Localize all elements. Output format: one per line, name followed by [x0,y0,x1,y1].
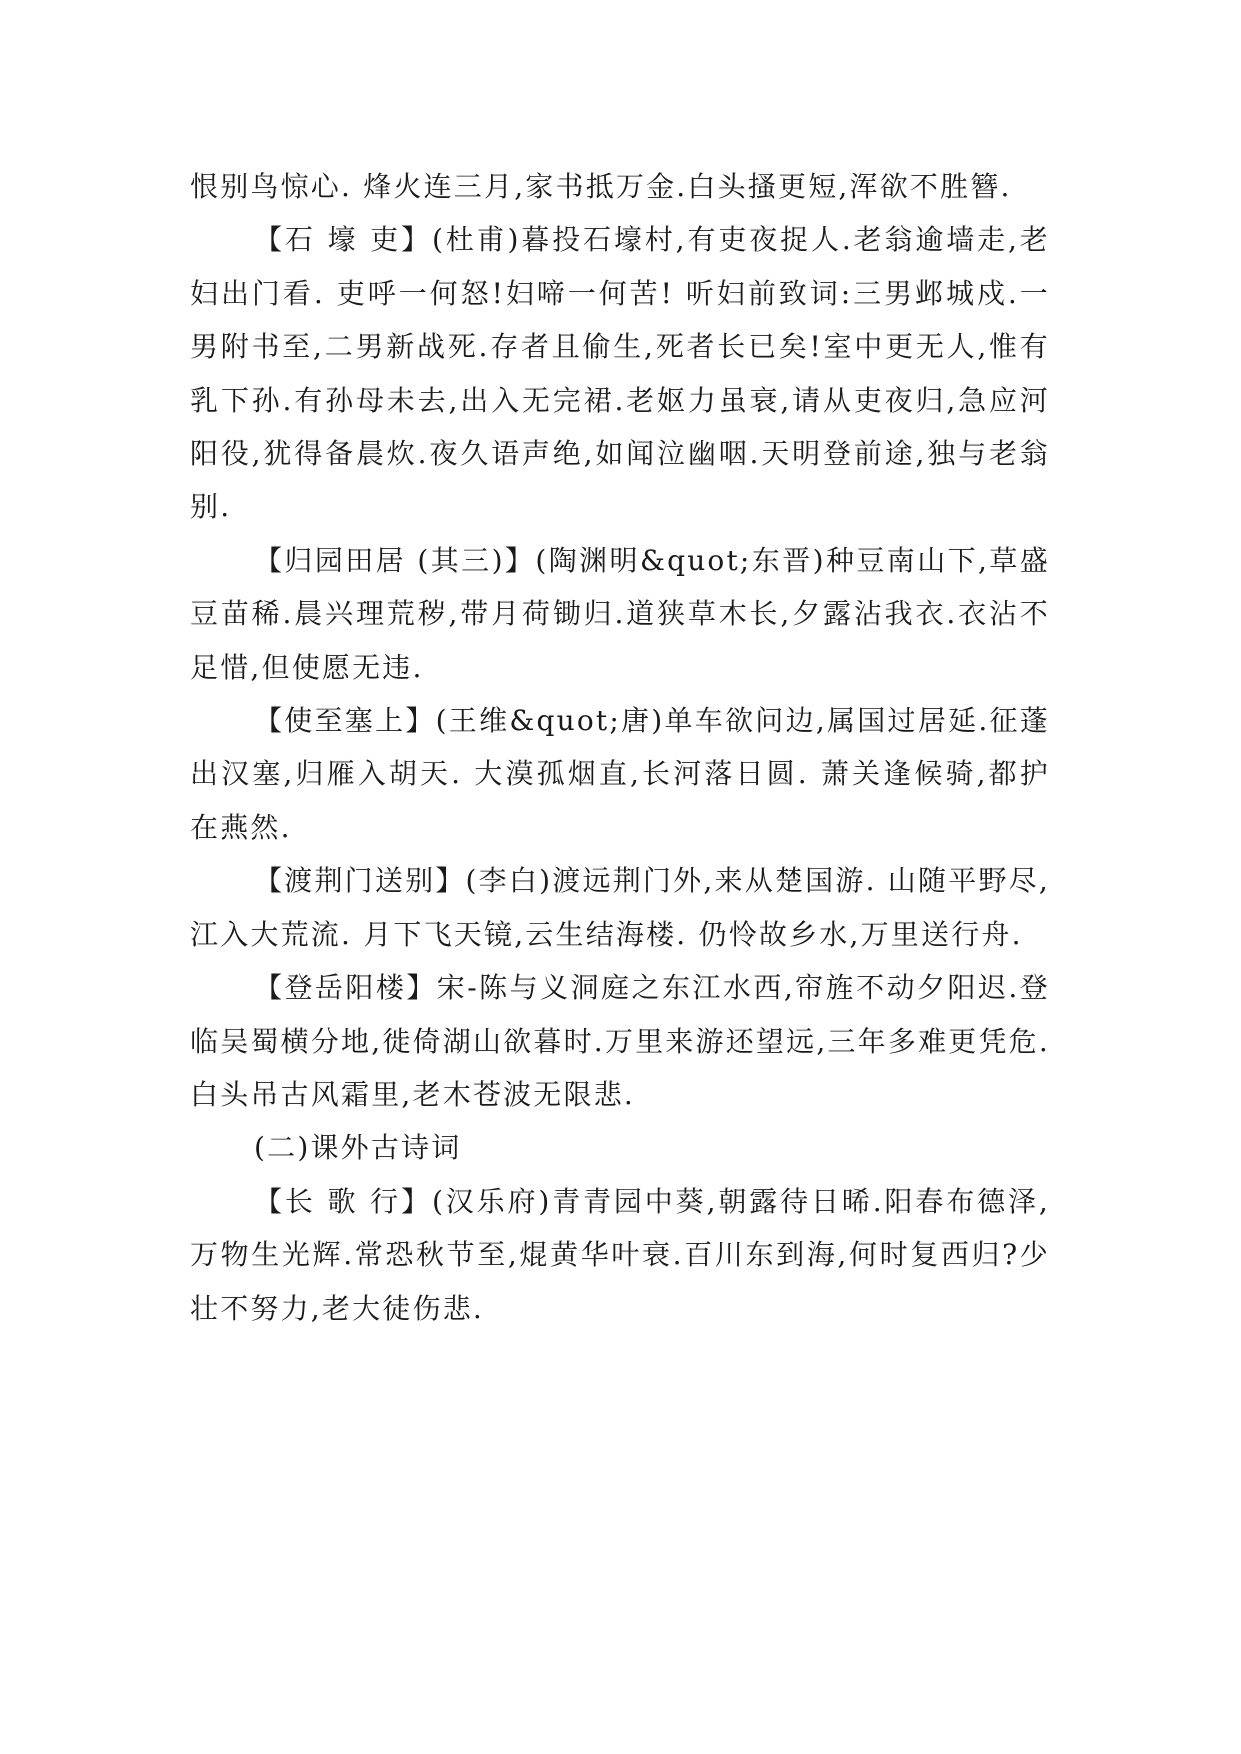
poem-text-block [190,160,1050,1335]
paragraph-guiyuantianju: 【归园田居 (其三)】(陶渊明&quot;东晋)种豆南山下,草盛豆苗稀.晨兴理荒秽,带月荷锄归.道狭草木长,夕露沾我衣.衣沾不足惜,但使愿无违. [190,543,1050,684]
paragraph-dengyueyanglou: 【登岳阳楼】宋-陈与义洞庭之东江水西,帘旌不动夕阳迟.登临吴蜀横分地,徙倚湖山欲暮时.万里来游还望远,三年多难更凭危.白头吊古风霜里,老木苍波无限悲. [190,971,1050,1111]
paragraph-shizhisaishang: 【使至塞上】(王维&quot;唐)单车欲问边,属国过居延.征蓬出汉塞,归雁入胡天. 大漠孤烟直,长河落日圆. 萧关逢候骑,都护在燕然. [190,704,1050,844]
paragraph-continued-poem: 恨别鸟惊心. 烽火连三月,家书抵万金.白头搔更短,浑欲不胜簪. [190,170,1012,203]
section-heading-extracurricular: (二)课外古诗词 [254,1131,462,1165]
paragraph-dujingmensongbie: 【渡荆门送别】(李白)渡远荆门外,来从楚国游. 山随平野尽,江入大荒流. 月下飞天镜,云生结海楼. 仍怜故乡水,万里送行舟. [190,864,1050,951]
paragraph-shihaoli: 【石 壕 吏】(杜甫)暮投石壕村,有吏夜捉人.老翁逾墙走,老妇出门看. 吏呼一何怒!妇啼一何苦! 听妇前致词:三男邺城戍.一男附书至,二男新战死.存者且偷生,死者长已矣!室中更无人,惟有乳下孙.有孙母未去,出入无完裙.老妪力虽衰,请从吏夜归,急应河阳役,犹得备晨炊.夜久语声绝,如闻泣幽咽.天明登前途,独与老翁别. [190,223,1050,524]
paragraph-changgexing: 【长 歌 行】(汉乐府)青青园中葵,朝露待日晞.阳春布德泽,万物生光辉.常恐秋节至,焜黄华叶衰.百川东到海,何时复西归?少壮不努力,老大徒伤悲. [190,1184,1050,1325]
